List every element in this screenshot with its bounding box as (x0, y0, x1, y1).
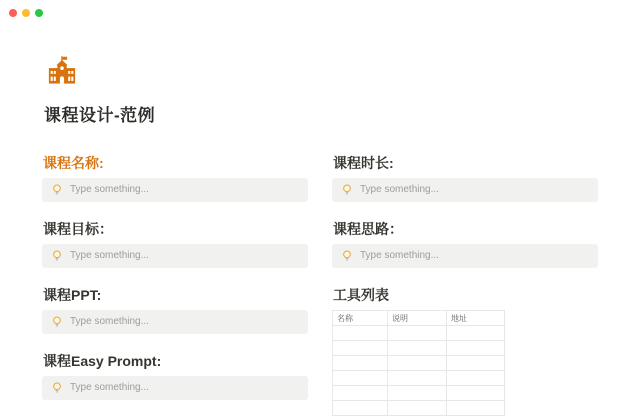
table-cell[interactable] (333, 356, 388, 371)
lightbulb-icon (52, 315, 62, 329)
table-cell[interactable] (447, 356, 505, 371)
lightbulb-icon (342, 183, 352, 197)
table-row (333, 371, 505, 386)
course-idea-label: 课程思路： (333, 221, 403, 237)
course-idea-input[interactable] (332, 244, 598, 268)
table-cell[interactable] (388, 341, 447, 356)
table-cell[interactable] (447, 371, 505, 386)
table-cell[interactable] (447, 401, 505, 416)
table-row (333, 386, 505, 401)
zoom-button[interactable] (35, 9, 43, 17)
table-cell[interactable] (333, 401, 388, 416)
course-goal-input[interactable] (42, 244, 308, 268)
input-placeholder: Type something... (360, 250, 439, 261)
table-cell[interactable] (333, 326, 388, 341)
lightbulb-icon (342, 249, 352, 263)
field-course-ppt (42, 288, 308, 334)
table-cell[interactable] (388, 356, 447, 371)
course-name-label: 课程名称: (43, 155, 104, 171)
field-course-idea (332, 222, 598, 268)
input-placeholder: Type something... (70, 184, 149, 195)
course-duration-label: 课程时长: (333, 155, 394, 171)
course-ppt-input[interactable] (42, 310, 308, 334)
input-placeholder: Type something... (70, 250, 149, 261)
table-cell[interactable] (333, 386, 388, 401)
input-placeholder: Type something... (70, 382, 149, 393)
table-row (333, 341, 505, 356)
table-cell[interactable] (388, 386, 447, 401)
table-header-description[interactable]: 说明 (388, 311, 447, 326)
tools-table (332, 310, 505, 416)
lightbulb-icon (52, 249, 62, 263)
input-placeholder: Type something... (70, 316, 149, 327)
table-cell[interactable] (333, 341, 388, 356)
tools-table-title: 工具列表 (333, 287, 389, 303)
lightbulb-icon (52, 381, 62, 395)
field-course-duration (332, 156, 598, 202)
field-course-name (42, 156, 308, 202)
form-columns (42, 148, 598, 420)
page-title: 课程设计-范例 (44, 106, 156, 125)
table-row (333, 356, 505, 371)
field-course-easy-prompt (42, 354, 308, 400)
right-column (332, 148, 598, 420)
lightbulb-icon (52, 183, 62, 197)
table-cell[interactable] (388, 371, 447, 386)
field-course-goal (42, 222, 308, 268)
course-ppt-label: 课程PPT: (43, 287, 102, 303)
school-icon[interactable] (47, 54, 77, 85)
table-header-name[interactable]: 名称 (333, 311, 388, 326)
course-goal-label: 课程目标： (43, 221, 113, 237)
table-cell[interactable] (447, 386, 505, 401)
input-placeholder: Type something... (360, 184, 439, 195)
left-column (42, 148, 308, 420)
table-cell[interactable] (447, 326, 505, 341)
table-cell[interactable] (447, 341, 505, 356)
course-name-input[interactable] (42, 178, 308, 202)
table-cell[interactable] (388, 326, 447, 341)
close-button[interactable] (9, 9, 17, 17)
table-header-row (333, 311, 505, 326)
course-easy-prompt-input[interactable] (42, 376, 308, 400)
table-cell[interactable] (388, 401, 447, 416)
minimize-button[interactable] (22, 9, 30, 17)
table-row (333, 326, 505, 341)
table-header-address[interactable]: 地址 (447, 311, 505, 326)
course-easy-prompt-label: 课程Easy Prompt: (43, 353, 162, 369)
course-duration-input[interactable] (332, 178, 598, 202)
window-controls (9, 9, 43, 17)
table-cell[interactable] (333, 371, 388, 386)
tools-table-body (333, 326, 505, 416)
table-row (333, 401, 505, 416)
